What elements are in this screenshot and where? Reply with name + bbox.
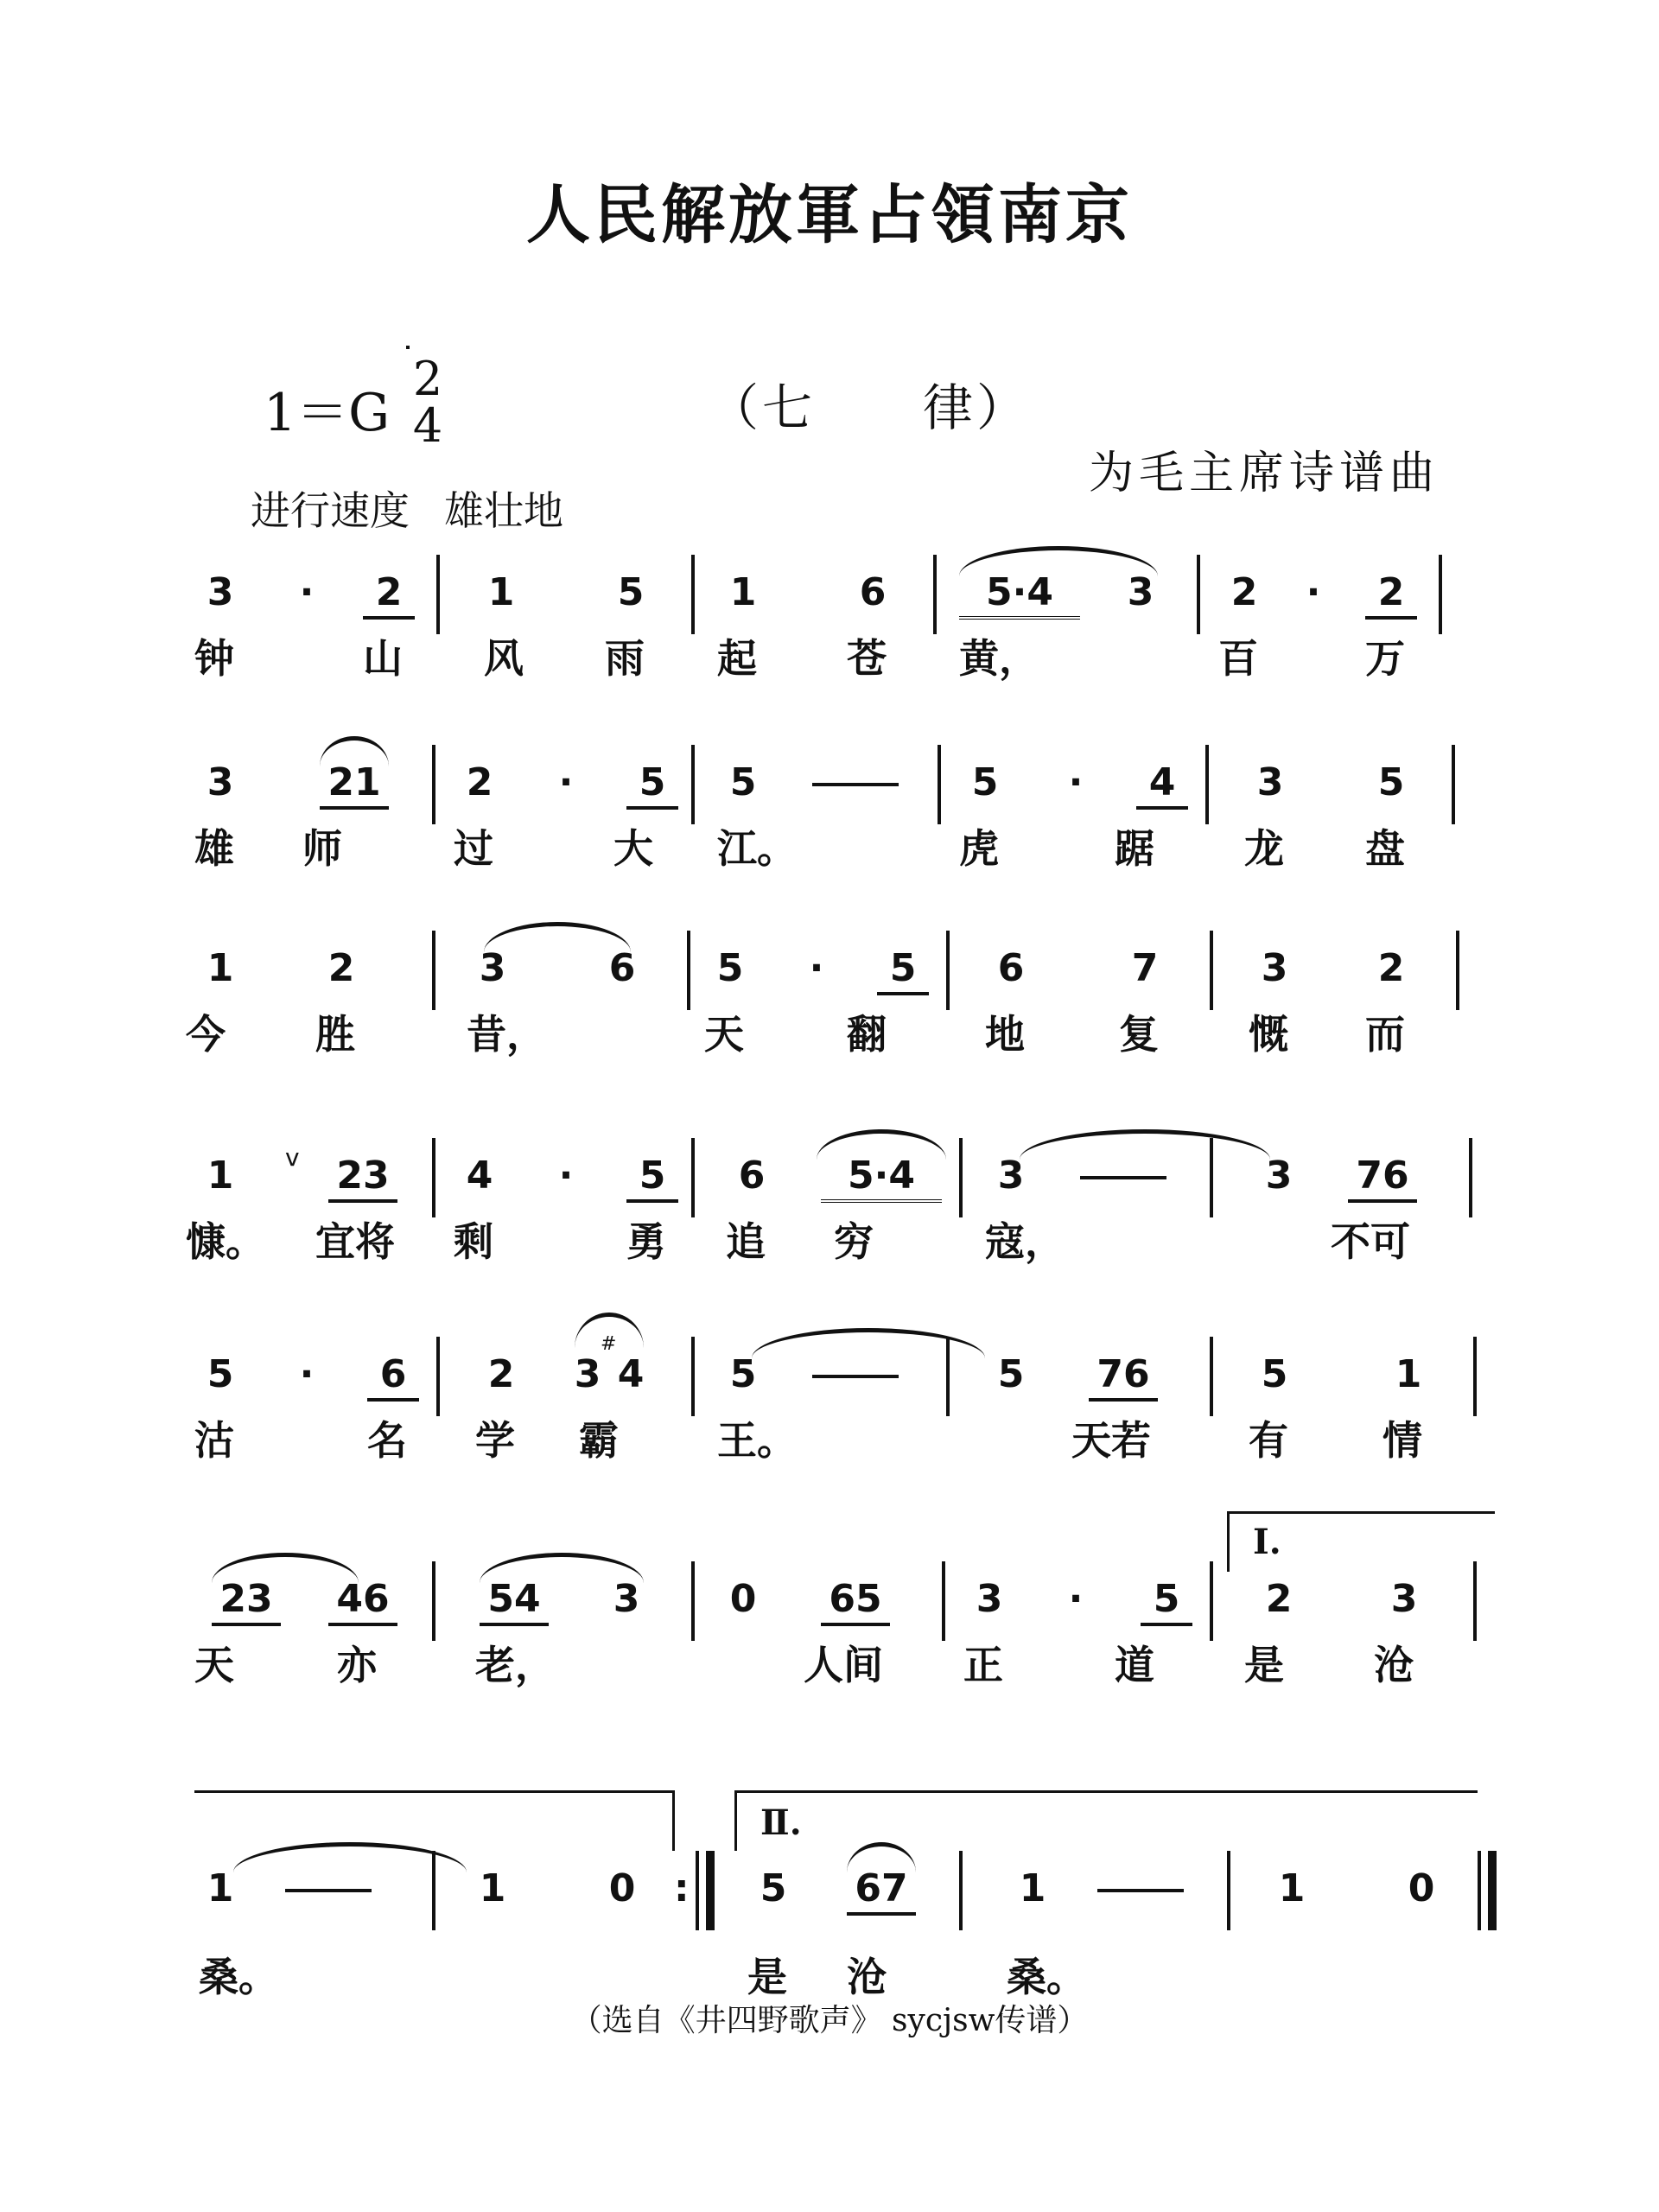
lyric: 山 — [363, 635, 403, 682]
repeat-barline-thin — [696, 1851, 699, 1930]
note: 3 — [574, 1352, 601, 1396]
note: 5 — [997, 1352, 1025, 1396]
barline — [1210, 1561, 1213, 1641]
barline — [1452, 745, 1455, 824]
lyric: 百 — [1218, 635, 1258, 682]
note: 0 — [608, 1866, 636, 1910]
staff-row-4 — [0, 1143, 1659, 1326]
note: 5 — [626, 1154, 678, 1203]
lyric: 寇， — [985, 1218, 1065, 1265]
note-group: 46 — [328, 1577, 397, 1626]
tie — [752, 1328, 985, 1358]
lyric: 正 — [963, 1642, 1003, 1688]
repeat-barline-thick — [706, 1851, 715, 1930]
lyric: 复 — [1119, 1011, 1159, 1058]
staff-row-5 — [0, 1333, 1659, 1525]
volta-bracket-side — [734, 1790, 737, 1851]
note: 3 — [207, 760, 234, 804]
note: 1 — [729, 570, 757, 614]
note: 1 — [207, 1154, 234, 1198]
note-group: 76 — [1348, 1154, 1417, 1203]
note: 2 — [363, 570, 415, 620]
note: 5 — [877, 946, 929, 995]
lyric: 宜将 — [315, 1218, 395, 1265]
barline — [432, 1561, 435, 1641]
note-dot: · — [1068, 760, 1084, 804]
note: 6 — [859, 570, 887, 614]
barline — [691, 745, 695, 824]
note: 5 — [617, 570, 645, 614]
lyric: 有 — [1249, 1417, 1288, 1464]
lyric: 今 — [186, 1011, 226, 1058]
song-subtitle: （七 律） — [709, 378, 1031, 437]
key-signature: 1＝G — [264, 383, 391, 443]
volta-bracket-first-ending — [194, 1790, 674, 1793]
lyric: 慷。 — [186, 1218, 265, 1265]
lyric: 王。 — [717, 1417, 797, 1464]
barline — [933, 555, 937, 634]
staff-row-3 — [0, 946, 1659, 1119]
lyric: 龙 — [1244, 825, 1284, 872]
note-group: 5·4 — [959, 570, 1080, 620]
lyric: 盘 — [1365, 825, 1405, 872]
volta-bracket — [1227, 1511, 1495, 1514]
note: 3 — [976, 1577, 1003, 1621]
lyric: 沽 — [194, 1417, 234, 1464]
barline — [1210, 1138, 1213, 1217]
lyric: 学 — [475, 1417, 515, 1464]
note: 5 — [1261, 1352, 1288, 1396]
lyric: 地 — [985, 1011, 1025, 1058]
lyric: 情 — [1382, 1417, 1422, 1464]
note: 1 — [1019, 1866, 1046, 1910]
final-barline-thin — [1478, 1851, 1481, 1930]
barline — [436, 555, 440, 634]
lyric: 剩 — [454, 1218, 493, 1265]
note-extension — [812, 783, 899, 786]
barline — [691, 1138, 695, 1217]
lyric: 亦 — [337, 1642, 377, 1688]
note: 1 — [479, 1866, 506, 1910]
note-group: 21 — [320, 760, 389, 810]
composer-credit: 为毛主席诗谱曲 — [1089, 448, 1440, 499]
note-dot: · — [1068, 1577, 1084, 1621]
tempo-expression: 雄壮地 — [444, 487, 563, 534]
note: 6 — [738, 1154, 766, 1198]
volta-label: Ⅱ. — [760, 1802, 802, 1843]
lyric: 翻 — [847, 1011, 887, 1058]
note: 5 — [971, 760, 999, 804]
lyric: 虎 — [959, 825, 999, 872]
note-group: 23 — [212, 1577, 281, 1626]
note-group: 76 — [1089, 1352, 1158, 1402]
note: 2 — [1265, 1577, 1293, 1621]
barline — [1469, 1138, 1472, 1217]
note-extension — [1080, 1176, 1166, 1179]
source-note: （选自《井四野歌声》 sycjsw传谱） — [570, 2003, 1089, 2038]
barline — [691, 1337, 695, 1416]
note-dot: · — [809, 946, 824, 990]
note: 5 — [716, 946, 744, 990]
tempo-marking — [251, 480, 563, 537]
lyric: 老， — [475, 1642, 555, 1688]
lyric: 起 — [717, 635, 757, 682]
note: 5 — [729, 1352, 757, 1396]
note: 5 — [760, 1866, 787, 1910]
barline — [1473, 1561, 1477, 1641]
lyric: 人间 — [804, 1642, 883, 1688]
lyric: 胜 — [315, 1011, 355, 1058]
barline — [432, 745, 435, 824]
note-group: 65 — [821, 1577, 890, 1626]
lyric: 道 — [1115, 1642, 1154, 1688]
note-group: 54 — [480, 1577, 549, 1626]
barline — [959, 1851, 963, 1930]
tempo-speed: 进行速度 — [251, 487, 410, 534]
lyric: 桑。 — [1007, 1954, 1086, 2000]
note: 2 — [327, 946, 355, 990]
volta-bracket — [734, 1790, 1478, 1793]
note-extension — [812, 1375, 899, 1378]
staff-row-1 — [0, 570, 1659, 743]
lyric: 黄， — [959, 635, 1039, 682]
note: 5 — [1377, 760, 1405, 804]
lyric: 桑。 — [199, 1954, 278, 2000]
note: 6 — [997, 946, 1025, 990]
note: 4 — [617, 1352, 645, 1396]
barline — [1197, 555, 1200, 634]
note-dot: · — [299, 1352, 315, 1396]
note-extension — [1097, 1889, 1184, 1892]
note: 3 — [1261, 946, 1288, 990]
barline — [691, 555, 695, 634]
barline — [946, 1337, 950, 1416]
lyric: 踞 — [1115, 825, 1154, 872]
lyric: 雨 — [605, 635, 645, 682]
note: 1 — [1278, 1866, 1306, 1910]
note: 0 — [729, 1577, 757, 1621]
note: 2 — [1365, 570, 1417, 620]
lyric: 钟 — [194, 635, 234, 682]
lyric: 名 — [367, 1417, 407, 1464]
note: 3 — [207, 570, 234, 614]
breath-mark: v — [285, 1143, 300, 1172]
lyric: 江。 — [717, 825, 797, 872]
note: 1 — [207, 1866, 234, 1910]
lyric: 不可 — [1331, 1218, 1410, 1265]
note: 6 — [367, 1352, 419, 1402]
note: 5 — [626, 760, 678, 810]
tie — [1020, 1129, 1270, 1160]
lyric: 是 — [747, 1954, 787, 2000]
barline — [1205, 745, 1209, 824]
barline — [1456, 931, 1459, 1010]
volta-bracket-side — [672, 1790, 675, 1851]
note-dot: · — [558, 760, 574, 804]
note: 7 — [1131, 946, 1159, 990]
barline — [432, 1851, 435, 1930]
barline — [691, 1561, 695, 1641]
lyric: 沧 — [1374, 1642, 1414, 1688]
note: 3 — [1256, 760, 1284, 804]
lyric: 天若 — [1071, 1417, 1151, 1464]
note: 2 — [1377, 946, 1405, 990]
barline — [1210, 931, 1213, 1010]
lyric: 风 — [484, 635, 524, 682]
barline — [436, 1337, 440, 1416]
volta-label: I. — [1253, 1522, 1281, 1562]
note-group: 67 — [847, 1866, 916, 1916]
barline — [938, 745, 941, 824]
note: 3 — [479, 946, 506, 990]
note: 3 — [1265, 1154, 1293, 1198]
barline — [946, 931, 950, 1010]
volta-bracket-side — [1227, 1511, 1230, 1572]
lyric: 是 — [1244, 1642, 1284, 1688]
lyric: 苍 — [847, 635, 887, 682]
final-barline-thick — [1488, 1851, 1497, 1930]
lyric: 大 — [613, 825, 653, 872]
note: 2 — [487, 1352, 515, 1396]
note: 4 — [466, 1154, 493, 1198]
note-group: 23 — [328, 1154, 397, 1203]
barline — [1227, 1851, 1230, 1930]
song-title: 人民解放軍占領南京 — [526, 178, 1133, 252]
staff-row-2 — [0, 760, 1659, 933]
sharp-sign: # — [601, 1333, 617, 1355]
note: 5 — [1141, 1577, 1192, 1626]
note: 4 — [1136, 760, 1188, 810]
note-dot: · — [558, 1154, 574, 1198]
barline — [1210, 1337, 1213, 1416]
lyric: 沧 — [847, 1954, 887, 2000]
barline — [959, 1138, 963, 1217]
lyric: 天 — [194, 1642, 234, 1688]
barline — [432, 1138, 435, 1217]
lyric: 追 — [726, 1218, 766, 1265]
note: 6 — [608, 946, 636, 990]
barline — [1473, 1337, 1477, 1416]
note: 5 — [207, 1352, 234, 1396]
lyric: 勇 — [626, 1218, 666, 1265]
note: 1 — [487, 570, 515, 614]
staff-row-6 — [0, 1522, 1659, 1750]
note: 2 — [1230, 570, 1258, 614]
time-divider — [406, 346, 410, 349]
note: 0 — [1408, 1866, 1435, 1910]
barline — [687, 931, 690, 1010]
note: 3 — [613, 1577, 640, 1621]
lyric: 天 — [704, 1011, 744, 1058]
note: 3 — [1127, 570, 1154, 614]
note: 3 — [1390, 1577, 1418, 1621]
note: 2 — [466, 760, 493, 804]
time-signature — [406, 352, 449, 453]
barline — [432, 931, 435, 1010]
note-extension — [285, 1889, 372, 1892]
time-numerator: 2 — [412, 352, 443, 406]
lyric: 万 — [1365, 635, 1405, 682]
lyric: 穷 — [834, 1218, 874, 1265]
time-denominator: 4 — [412, 398, 443, 453]
note: 5 — [729, 760, 757, 804]
lyric: 昔， — [467, 1011, 546, 1058]
note-dot: · — [299, 570, 315, 614]
lyric: 过 — [454, 825, 493, 872]
note: 3 — [997, 1154, 1025, 1198]
note-dot: · — [1306, 570, 1321, 614]
lyric: 而 — [1365, 1011, 1405, 1058]
repeat-sign: : — [674, 1866, 690, 1910]
lyric: 雄 — [194, 825, 234, 872]
barline — [1439, 555, 1442, 634]
note-group: 5·4 — [821, 1154, 942, 1203]
note: 1 — [1395, 1352, 1422, 1396]
lyric: 师 — [302, 825, 342, 872]
note: 1 — [207, 946, 234, 990]
lyric: 霸 — [579, 1417, 619, 1464]
lyric: 慨 — [1249, 1011, 1288, 1058]
barline — [942, 1561, 945, 1641]
